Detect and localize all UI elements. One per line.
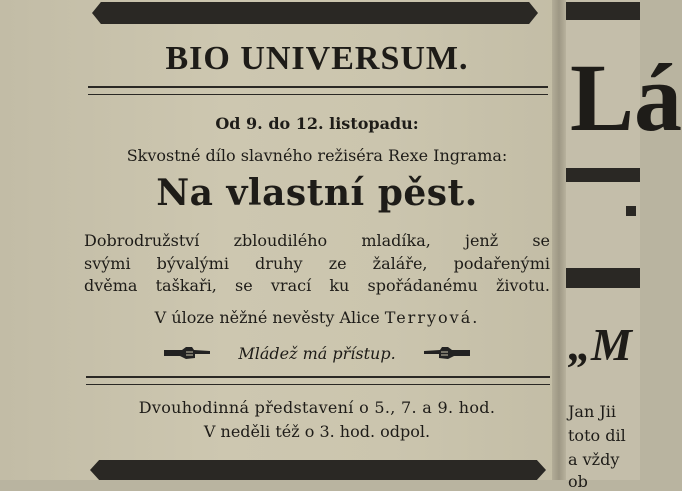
top-border-rule <box>92 2 538 24</box>
description-line-3: dvěma taškaři, se vrací ku spořádanému životu. <box>84 276 550 295</box>
role-prefix: V úloze něžné nevěsty Alice <box>154 308 380 327</box>
adjacent-mark <box>626 206 636 216</box>
adjacent-text-line-4: ob <box>568 472 588 491</box>
actress-name: Terryová. <box>384 308 480 327</box>
adjacent-text-line-1: Jan Jii <box>568 402 616 421</box>
description-line-2: svými bývalými druhy ze žaláře, podařenými <box>84 254 550 273</box>
description-line-1: Dobrodružství zbloudilého mladíka, jenž se <box>84 231 550 250</box>
adjacent-column <box>566 0 682 491</box>
page-fold <box>552 0 566 480</box>
title-divider <box>88 86 548 95</box>
adjacent-headline: Lá <box>570 44 682 151</box>
director-line: Skvostné dílo slavného režiséra Rexe Ingrama: <box>126 146 508 165</box>
film-title: Na vlastní pěst. <box>156 172 478 214</box>
date-range: Od 9. do 12. listopadu: <box>215 114 419 133</box>
youth-admission-note: Mládež má přístup. <box>238 343 396 363</box>
bottom-border-rule <box>90 460 546 480</box>
showtimes-line: Dvouhodinná představení o 5., 7. a 9. hod. <box>138 398 496 417</box>
cast-line <box>86 308 548 327</box>
showtimes-divider <box>86 376 550 385</box>
sunday-showtime-line: V neděli též o 3. hod. odpol. <box>203 422 431 441</box>
adjacent-quote: „M <box>568 319 632 370</box>
pointing-hand-left-icon <box>422 344 472 362</box>
adjacent-rule-2 <box>566 268 640 288</box>
adjacent-rule-1 <box>566 168 640 182</box>
adjacent-text-line-3: a vždy <box>568 450 620 469</box>
cinema-title: BIO UNIVERSUM. <box>165 40 469 77</box>
adjacent-text-line-2: toto dil <box>568 426 626 445</box>
pointing-hand-right-icon <box>162 344 212 362</box>
adjacent-top-rule <box>566 2 640 20</box>
access-row <box>86 342 548 364</box>
